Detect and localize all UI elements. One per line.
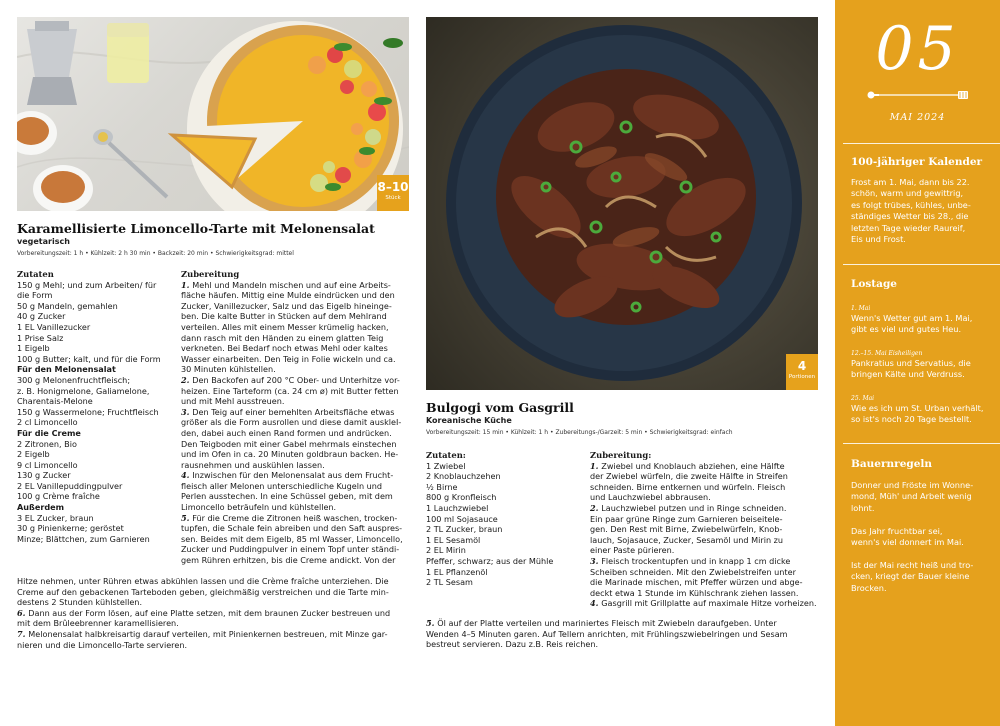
text-line: gibt es viel und gutes Heu. <box>851 324 962 335</box>
tart-melon-head: Für den Melonensalat <box>17 364 116 375</box>
step-number: 7. <box>17 628 29 639</box>
step-text: Zwiebel und Knoblauch abziehen, eine Hälfte <box>601 460 785 471</box>
tart-portion-badge <box>377 175 409 211</box>
step-text: deckt etwa 1 Stunde im Kühlschrank ziehen lassen. <box>590 587 799 598</box>
step-text: fläche häufen. Mittig eine Mulde eindrücken und den <box>181 290 395 301</box>
text-line: 2 TL Zucker, braun <box>426 524 503 535</box>
step-text: Öl auf der Platte verteilen und mariniertes Fleisch mit Zwiebeln daraufgeben. Unter <box>437 618 777 628</box>
step-text: rausnehmen und auskühlen lassen. <box>181 459 325 470</box>
prep-line <box>590 492 818 503</box>
text-line: 150 g Wassermelone; Fruchtfleisch <box>17 406 159 417</box>
prep-line <box>17 587 409 598</box>
step-text: 30 Minuten kühlstellen. <box>181 364 276 375</box>
prep-line <box>590 588 818 599</box>
text-line: Ist der Mai recht heiß und tro- <box>851 560 974 570</box>
prep-line <box>17 640 409 651</box>
text-line: 1 Eigelb <box>17 343 50 354</box>
step-number: 1. <box>590 460 602 471</box>
step-text: Melonensalat halbkreisartig darauf verteilen, mit Pinienkernen bestreuen, mit Minze gar- <box>28 628 388 639</box>
text-line: Pfeffer, schwarz; aus der Mühle <box>426 555 554 566</box>
text-line: 1 Zwiebel <box>426 460 466 471</box>
prep-line <box>181 523 409 534</box>
step-text: und Lauchzwiebel abbrausen. <box>590 492 711 503</box>
step-number: 1. <box>181 279 193 290</box>
step-text: Ein paar grüne Ringe zum Garnieren beiseitele- <box>590 513 783 524</box>
lostage-date: 1. Mai <box>851 305 871 312</box>
prep-line <box>590 524 818 535</box>
prep-line <box>181 460 409 471</box>
step-text: Scheiben schneiden. Mit den Zwiebelstreifen unter <box>590 566 796 577</box>
text-line: Eis und Frost. <box>851 234 906 245</box>
bulgogi-preparation <box>590 450 818 609</box>
prep-line <box>590 556 818 567</box>
prep-line <box>590 503 818 514</box>
bulgogi-ingredients-head: Zutaten: <box>426 450 466 460</box>
step-text: Mehl und Mandeln mischen und auf eine Arbeits- <box>192 279 391 290</box>
prep-line <box>181 534 409 545</box>
text-line: Pankratius und Servatius, die <box>851 358 971 368</box>
step-text: Den Teigboden mit einer Gabel mehrmals einstechen <box>181 438 397 449</box>
prep-line <box>426 639 818 650</box>
step-text: Dann aus der Form lösen, auf eine Platte setzen, mit dem braunen Zucker bestreuen und <box>28 607 391 618</box>
step-text: Zucker, Vanillezucker, Salz und das Eigelb hineinge- <box>181 300 392 311</box>
text-line: 2 EL Vanillepuddingpulver <box>17 480 123 491</box>
tart-ingredients <box>17 269 175 544</box>
text-line: Frost am 1. Mai, dann bis 22. <box>851 177 970 187</box>
prep-line <box>17 629 409 640</box>
text-line: Das Jahr fruchtbar sei, <box>851 526 943 536</box>
bulgogi-portion-badge <box>786 354 818 390</box>
prep-line <box>181 396 409 407</box>
text-line: letzten Tage wieder Raureif, <box>851 222 966 233</box>
bulgogi-ingredient-list <box>426 461 586 588</box>
prep-line <box>17 597 409 608</box>
text-line: 2 Eigelb <box>17 449 50 460</box>
bulgogi-badge-number: 4 <box>797 359 807 373</box>
prep-line <box>181 449 409 460</box>
prep-line <box>426 629 818 640</box>
prep-line <box>181 290 409 301</box>
month-year: MAI 2024 <box>889 112 946 123</box>
text-line: 1 EL Vanillezucker <box>17 321 91 332</box>
prep-line <box>590 482 818 493</box>
tart-preparation-wide <box>17 576 409 650</box>
prep-line <box>181 439 409 450</box>
text-line: Donner und Fröste im Wonne- <box>851 480 974 490</box>
text-line: 1 Lauchzwiebel <box>426 502 489 513</box>
text-line: 1 EL Sesamöl <box>426 534 481 545</box>
tart-cream-list <box>17 439 175 503</box>
prep-line <box>181 333 409 344</box>
bauern-head: Bauernregeln <box>851 458 933 470</box>
tart-badge-unit: Stück <box>385 195 401 201</box>
step-text: Den Teig auf einer bemehlten Arbeitsfläche etwas <box>192 406 395 417</box>
step-text: Gasgrill mit Grillplatte auf maximale Hitze vorheizen. <box>601 598 817 609</box>
text-line: 2 cl Limoncello <box>17 417 78 428</box>
prep-line <box>181 301 409 312</box>
bauern-text <box>851 560 991 594</box>
tart-prep-head: Zubereitung <box>181 269 240 279</box>
step-text: gem Rühren erhitzen, bis die Creme andickt. Von der <box>181 555 396 566</box>
prep-line <box>181 555 409 566</box>
bulgogi-illustration <box>426 17 818 390</box>
step-text: und im Ofen in ca. 20 Minuten goldbraun backen. He- <box>181 449 399 460</box>
text-line: 40 g Zucker <box>17 311 66 322</box>
text-line: die Form <box>17 290 53 301</box>
bulgogi-subtitle: Koreanische Küche <box>426 416 512 425</box>
step-text: sen. Beides mit dem Eigelb, 85 ml Wasser, Limoncello, <box>181 533 403 544</box>
step-text: gen. Den Rest mit Birne, Zwiebelwürfeln, Knob- <box>590 524 783 535</box>
step-text: Inzwischen für den Melonensalat aus dem Frucht- <box>192 470 394 481</box>
step-text: mit dem Brûleebrenner karamellisieren. <box>17 618 179 629</box>
text-line: 150 g Mehl; und zum Arbeiten/ für <box>17 279 157 290</box>
prep-line <box>181 322 409 333</box>
prep-line <box>590 577 818 588</box>
prep-line <box>181 417 409 428</box>
step-text: ben. Die kalte Butter in Stücken auf dem Mehlrand <box>181 311 387 322</box>
step-text: schneiden. Birne entkernen und würfeln. Fleisch <box>590 481 786 492</box>
bulgogi-prep-steps-wide <box>426 618 818 650</box>
step-text: Den Backofen auf 200 °C Ober- und Unterhitze vor- <box>192 374 400 385</box>
step-number: 5. <box>181 512 193 523</box>
prep-line <box>17 576 409 587</box>
step-number: 5. <box>426 618 438 628</box>
text-line: ½ Birne <box>426 481 458 492</box>
prep-line <box>181 502 409 513</box>
sidebar-divider <box>843 143 1000 144</box>
lostage-text <box>851 403 991 426</box>
day-number: 05 <box>875 14 960 84</box>
bulgogi-meta: Vorbereitungszeit: 15 min • Kühlzeit: 1 h • Zubereitungs-/Garzeit: 5 min • Schwierigkeitsgrad: einfach <box>426 429 733 436</box>
bulgogi-badge-unit: Portionen <box>788 374 816 380</box>
text-line: 1 EL Pflanzenöl <box>426 566 488 577</box>
prep-line <box>590 598 818 609</box>
step-text: dann rasch mit den Händen zu einem glatten Teig <box>181 332 384 343</box>
cutlery-divider-icon <box>865 90 970 100</box>
text-line: 100 ml Sojasauce <box>426 513 498 524</box>
prep-line <box>181 343 409 354</box>
step-text: und mit Mehl ausstreuen. <box>181 396 285 407</box>
text-line: wenn's viel donnert im Mai. <box>851 537 964 548</box>
step-text: verkneten. Bei Bedarf noch etwas Mehl oder kaltes <box>181 343 388 354</box>
step-text: die Marinade mischen, mit Pfeffer würzen und abge- <box>590 577 803 588</box>
step-text: Fleisch trockentupfen und in knapp 1 cm dicke <box>601 555 791 566</box>
text-line: 50 g Mandeln, gemahlen <box>17 300 118 311</box>
step-text: Creme auf den gebackenen Tarteboden geben, gleichmäßig verstreichen und die Tarte min- <box>17 586 389 597</box>
step-text: größer als die Form ausrollen und diese damit auskleI- <box>181 417 402 428</box>
calendar-sidebar <box>835 0 1000 726</box>
text-line: 3 EL Zucker, braun <box>17 512 94 523</box>
step-text: nieren und die Limoncello-Tarte servieren. <box>17 639 188 650</box>
tart-ingredient-list <box>17 280 175 365</box>
step-text: den, dabei auch einen Rand formen und andrücken. <box>181 427 392 438</box>
lostage-date: 25. Mai <box>851 395 875 402</box>
text-line: 130 g Zucker <box>17 470 71 481</box>
text-line: schön, warm und gewittrig, <box>851 188 964 199</box>
step-text: fleisch aller Melonen unterschiedliche Kugeln und <box>181 480 383 491</box>
tart-badge-number: 8–10 <box>377 180 409 194</box>
text-line: ständiges Wetter bis 28., die <box>851 211 969 222</box>
step-text: bestreut servieren. Dazu z.B. Reis reichen. <box>426 639 599 650</box>
prep-line <box>17 618 409 629</box>
prep-line <box>181 354 409 365</box>
text-line: 800 g Kronfleisch <box>426 492 497 503</box>
prep-line <box>590 567 818 578</box>
step-number: 2. <box>590 502 602 513</box>
step-text: verteilen. Alles mit einem Messer krümelig hacken, <box>181 321 389 332</box>
lostage-head: Lostage <box>851 278 897 290</box>
text-line: Brocken. <box>851 582 887 593</box>
text-line: 2 Zitronen, Bio <box>17 438 77 449</box>
step-text: tupfen, die Schale fein abreiben und den Saft auspres- <box>181 523 403 534</box>
prep-line <box>181 470 409 481</box>
tart-subtitle: vegetarisch <box>17 237 70 246</box>
text-line: 2 TL Sesam <box>426 577 473 588</box>
text-line: lohnt. <box>851 502 875 513</box>
bauern-text <box>851 480 991 514</box>
step-number: 6. <box>17 607 29 618</box>
prep-line <box>181 311 409 322</box>
tart-prep-steps-wide <box>17 576 409 650</box>
step-text: Zucker und Puddingpulver in einem Topf unter ständi- <box>181 544 400 555</box>
tart-melon-list <box>17 375 175 428</box>
prep-line <box>181 491 409 502</box>
text-line: 9 cl Limoncello <box>17 459 78 470</box>
text-line: cken, kriegt der Bauer kleine <box>851 571 970 582</box>
step-text: Lauchzwiebel putzen und in Ringe schneiden. <box>601 502 787 513</box>
kalender-text <box>851 177 991 245</box>
text-line: 1 Prise Salz <box>17 332 64 343</box>
lostage-date: 12.–15. Mai Eisheiligen <box>851 350 923 357</box>
text-line: Wenn's Wetter gut am 1. Mai, <box>851 313 973 323</box>
tart-cream-head: Für die Creme <box>17 427 81 438</box>
text-line: 100 g Crème fraîche <box>17 491 100 502</box>
step-number: 4. <box>181 470 193 481</box>
text-line: bringen Kälte und Verdruss. <box>851 369 965 380</box>
step-text: Perlen ausstechen. In eine Schüssel geben, mit dem <box>181 491 393 502</box>
step-text: Wasser einarbeiten. Den Teig in Folie wickeln und ca. <box>181 353 396 364</box>
prep-line <box>181 513 409 524</box>
step-text: lauch, Sojasauce, Zucker, Sesamöl und Mirin zu <box>590 534 784 545</box>
tart-ingredients-head: Zutaten <box>17 269 54 279</box>
text-line: 2 EL Mirin <box>426 545 466 556</box>
tart-preparation <box>181 269 409 566</box>
sidebar-divider <box>843 443 1000 444</box>
prep-line <box>17 608 409 619</box>
prep-line <box>590 461 818 472</box>
prep-line <box>590 471 818 482</box>
bulgogi-ingredients <box>426 450 586 588</box>
prep-line <box>181 481 409 492</box>
prep-line <box>590 545 818 556</box>
text-line: z. B. Honigmelone, Galiamelone, <box>17 385 150 396</box>
bulgogi-title: Bulgogi vom Gasgrill <box>426 400 574 415</box>
tart-title: Karamellisierte Limoncello-Tarte mit Melonensalat <box>17 221 375 236</box>
step-number: 3. <box>590 555 602 566</box>
step-text: heizen. Eine Tarteform (ca. 24 cm ø) mit Butter fetten <box>181 385 399 396</box>
prep-line <box>181 407 409 418</box>
step-text: einer Paste pürieren. <box>590 545 675 556</box>
prep-line <box>181 280 409 291</box>
step-text: Für die Creme die Zitronen heiß waschen, trocken- <box>192 512 398 523</box>
tart-prep-steps <box>181 280 409 566</box>
step-text: Hitze nehmen, unter Rühren etwas abkühlen lassen und die Crème fraîche unterziehen. Die <box>17 576 389 586</box>
step-text: der Zwiebel würfeln, die zweite Hälfte in Streifen <box>590 471 788 482</box>
prep-line <box>590 535 818 546</box>
step-number: 4. <box>590 598 602 609</box>
step-text: Limoncello beträufeln und kühlstellen. <box>181 502 337 513</box>
tart-extra-list <box>17 513 175 545</box>
bulgogi-photo <box>426 17 818 390</box>
text-line: 2 Knoblauchzehen <box>426 471 501 482</box>
text-line: mond, Müh' und Arbeit wenig <box>851 491 972 502</box>
text-line: es folgt trübes, kühles, unbe- <box>851 199 971 210</box>
prep-line <box>181 375 409 386</box>
prep-line <box>181 428 409 439</box>
lostage-text <box>851 358 991 381</box>
text-line: 300 g Melonenfruchtfleisch; <box>17 374 131 385</box>
tart-extra-head: Außerdem <box>17 502 65 513</box>
prep-line <box>590 514 818 525</box>
bauern-text <box>851 526 991 549</box>
text-line: so ist's noch 20 Tage bestellt. <box>851 414 972 425</box>
text-line: 100 g Butter; kalt, und für die Form <box>17 353 161 364</box>
step-text: Wenden 4–5 Minuten garen. Auf Tellern anrichten, mit Frühlingszwiebelringen und Sesam <box>426 628 788 639</box>
lostage-text <box>851 313 991 336</box>
tart-meta: Vorbereitungszeit: 1 h • Kühlzeit: 2 h 30 min • Backzeit: 20 min • Schwierigkeitsgrad: mittel <box>17 250 294 257</box>
text-line: Wie es ich um St. Urban verhält, <box>851 403 984 413</box>
prep-line <box>181 386 409 397</box>
sidebar-divider <box>843 264 1000 265</box>
bulgogi-prep-head: Zubereitung: <box>590 450 652 460</box>
bulgogi-preparation-wide <box>426 618 818 650</box>
text-line: Minze; Blättchen, zum Garnieren <box>17 533 150 544</box>
tart-illustration <box>17 17 409 211</box>
text-line: Charentais-Melone <box>17 396 93 407</box>
step-number: 3. <box>181 406 193 417</box>
prep-line <box>181 544 409 555</box>
tart-photo <box>17 17 409 211</box>
prep-line <box>181 364 409 375</box>
bulgogi-prep-steps <box>590 461 818 609</box>
prep-line <box>426 618 818 629</box>
step-number: 2. <box>181 374 193 385</box>
kalender-head: 100-jähriger Kalender <box>851 156 983 168</box>
text-line: 30 g Pinienkerne; geröstet <box>17 523 124 534</box>
step-text: destens 2 Stunden kühlstellen. <box>17 597 143 608</box>
